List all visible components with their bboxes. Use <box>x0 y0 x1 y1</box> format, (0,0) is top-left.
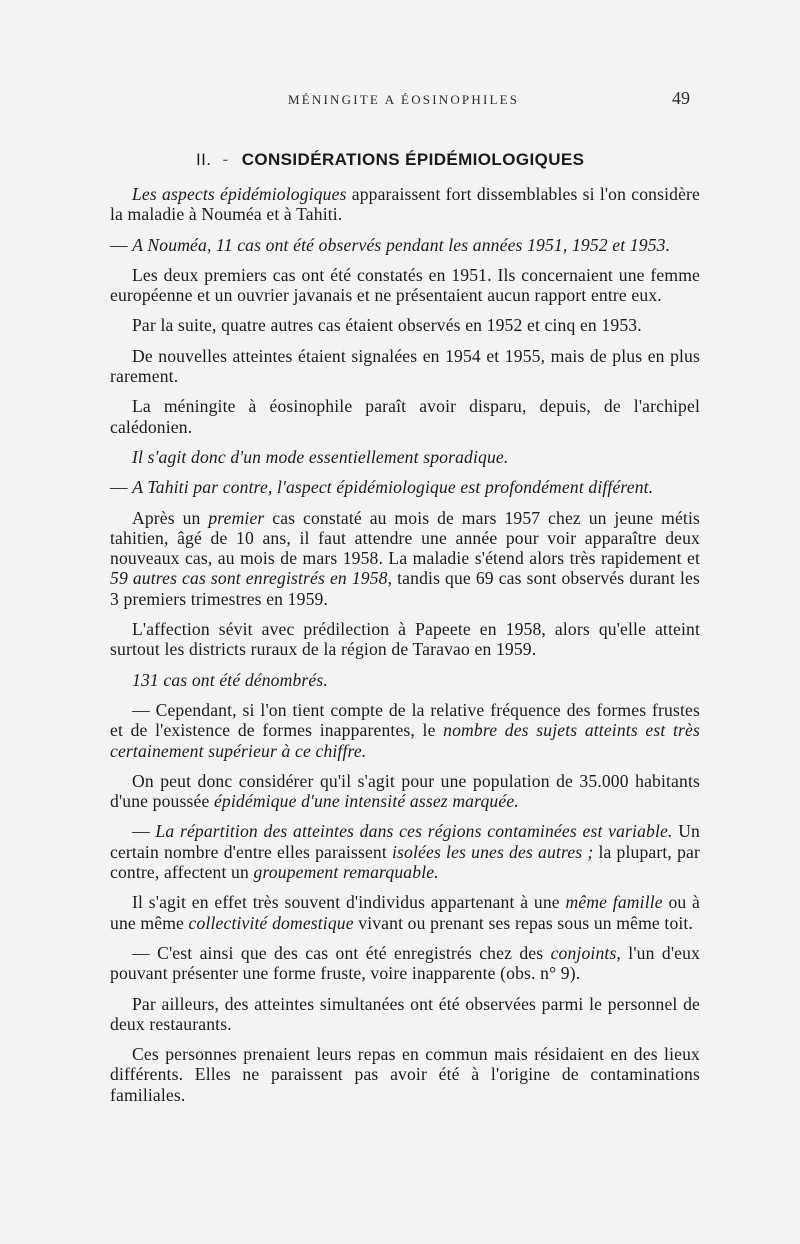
text-run: La méningite à éosinophile paraît avoir disparu, depuis, de l'archipel calédonien. <box>110 396 700 437</box>
italic-run: 59 autres cas sont enregistrés en 1958, <box>110 568 393 589</box>
italic-run: même famille <box>565 892 663 913</box>
paragraph <box>110 346 700 387</box>
italic-run: groupement remarquable. <box>253 862 439 883</box>
text-run: On peut donc considérer qu'il s'agit pour une population de 35.000 habitants d'une poussée <box>110 770 700 812</box>
text-run: ou à une même <box>110 892 701 933</box>
paragraph <box>110 315 700 335</box>
text-run: — Cependant, si l'on tient compte de la relative fréquence des formes frustes et de l'existence de formes inapparentes, le <box>110 699 700 741</box>
italic-run: conjoints, <box>550 942 621 963</box>
italic-run: premier <box>208 507 265 528</box>
italic-run: Les aspects épidémiologiques <box>132 184 347 204</box>
text-run: apparaissent fort dissemblables si l'on considère la maladie à Nouméa et à Tahiti. <box>110 184 700 225</box>
running-title: MÉNINGITE A ÉOSINOPHILES <box>288 92 520 107</box>
section-title: CONSIDÉRATIONS ÉPIDÉMIOLOGIQUES <box>241 150 585 169</box>
paragraph <box>110 994 700 1035</box>
text-run: l'un d'eux pouvant présenter une forme fruste, voire inapparente (obs. n° 9). <box>110 942 700 984</box>
text-run: — <box>110 477 133 498</box>
paragraph <box>110 235 700 255</box>
text-run: la plupart, par contre, affectent un <box>110 841 700 883</box>
paragraph <box>110 670 700 690</box>
text-run: Un certain nombre d'entre elles paraissent <box>110 821 700 862</box>
text-run: — <box>132 821 156 842</box>
italic-run: A Tahiti par contre, l'aspect épidémiologique est profondément différent. <box>132 477 654 498</box>
running-header <box>0 88 800 112</box>
italic-run: 131 cas ont été dénombrés. <box>132 669 328 690</box>
text-run: Par la suite, quatre autres cas étaient observés en 1952 et cinq en 1953. <box>132 315 642 336</box>
paragraph <box>110 619 700 660</box>
text-run: — C'est ainsi que des cas ont été enregistrés chez des <box>132 942 551 963</box>
italic-run: La répartition des atteintes dans ces régions contaminées est variable. <box>155 821 673 842</box>
paragraph <box>110 1044 700 1105</box>
italic-run: épidémique d'une intensité assez marquée. <box>213 791 519 812</box>
text-run: Après un <box>132 507 209 528</box>
body-text <box>110 184 700 1115</box>
italic-run: isolées les unes des autres ; <box>392 841 594 862</box>
section-dash: - <box>222 150 229 169</box>
paragraph <box>110 508 700 609</box>
paragraph <box>110 892 700 933</box>
text-run: Les deux premiers cas ont été constatés en 1951. Ils concernaient une femme européenne et un ouvrier javanais et ne présentaient aucun rapport entre eux. <box>110 264 700 306</box>
italic-run: nombre des sujets atteints est très certainement supérieur à ce chiffre. <box>110 720 700 761</box>
paragraph <box>110 447 700 467</box>
text-run: — <box>110 234 133 255</box>
paragraph <box>110 265 700 306</box>
italic-run: collectivité domestique <box>188 912 354 933</box>
paragraph <box>110 771 700 812</box>
paragraph <box>110 184 700 225</box>
paragraph <box>110 477 700 497</box>
paragraph <box>110 700 700 761</box>
italic-run: A Nouméa, 11 cas ont été observés pendant les années 1951, 1952 et 1953. <box>132 234 671 255</box>
text-run: De nouvelles atteintes étaient signalées en 1954 et 1955, mais de plus en plus rarement. <box>110 345 700 387</box>
text-run: Ces personnes prenaient leurs repas en commun mais résidaient en des lieux différents. Elles ne paraissent pas avoir été à l'origine de contaminations familiales. <box>110 1044 700 1105</box>
text-run: cas constaté au mois de mars 1957 chez un jeune métis tahitien, âgé de 10 ans, il faut attendre une année pour voir apparaître deux nouveaux cas, au mois de mars 1958. La maladie s'étend alors très rapidement et <box>110 507 700 569</box>
paragraph <box>110 943 700 984</box>
paragraph <box>110 821 700 882</box>
text-run: L'affection sévit avec prédilection à Papeete en 1958, alors qu'elle atteint surtout les districts ruraux de la région de Taravao en 1959. <box>110 619 700 660</box>
section-heading <box>196 150 584 170</box>
text-run: Il s'agit en effet très souvent d'individus appartenant à une <box>132 892 566 913</box>
italic-run: Il s'agit donc d'un mode essentiellement sporadique. <box>132 446 509 467</box>
section-numeral: II. <box>196 150 212 169</box>
page-number: 49 <box>672 88 690 108</box>
text-run: vivant ou prenant ses repas sous un même toit. <box>353 912 694 933</box>
text-run: Par ailleurs, des atteintes simultanées ont été observées parmi le personnel de deux restaurants. <box>110 993 700 1034</box>
paragraph <box>110 396 700 437</box>
text-run: tandis que 69 cas sont observés durant les 3 premiers trimestres en 1959. <box>110 568 700 609</box>
